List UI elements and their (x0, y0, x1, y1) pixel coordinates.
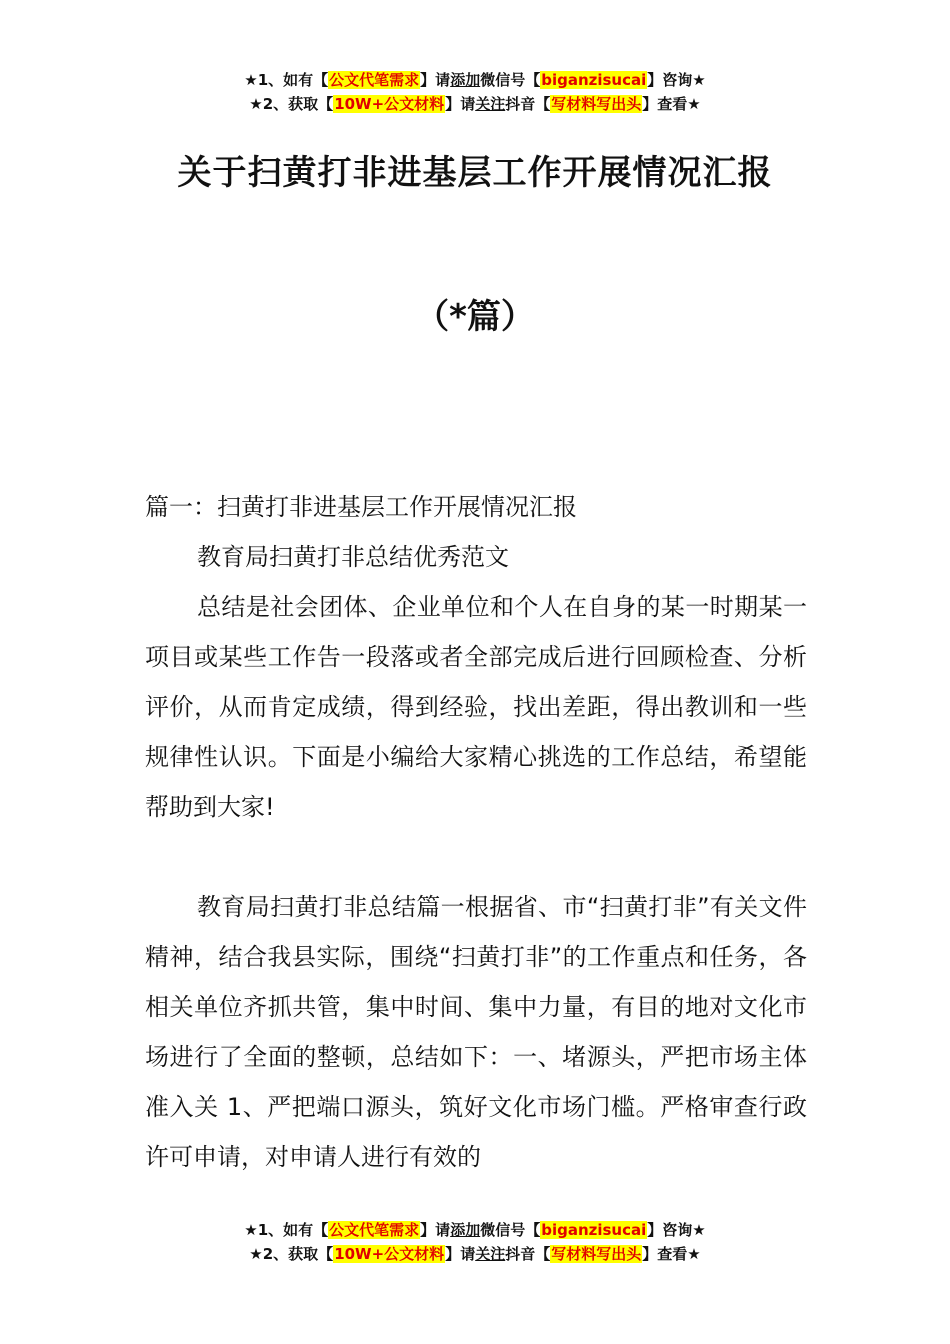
banner-highlight: biganzisucai (541, 71, 647, 89)
banner-line-1 (0, 1218, 950, 1242)
banner-text: 微信号【 (480, 71, 541, 89)
banner-highlight: 公文代笔需求 (329, 71, 420, 89)
banner-line-2 (0, 1242, 950, 1266)
banner-text: 抖音【 (505, 1245, 551, 1263)
banner-text: 】查看★ (642, 1245, 701, 1263)
sub-heading: 教育局扫黄打非总结优秀范文 (197, 543, 509, 571)
banner-text: ★2、获取【 (249, 1245, 334, 1263)
banner-text: 】请 (445, 95, 476, 113)
banner-text: ★2、获取【 (249, 95, 334, 113)
banner-underlined: 添加 (450, 71, 481, 89)
banner-text: 】请 (445, 1245, 476, 1263)
banner-highlight: 写材料写出头 (551, 1245, 642, 1263)
banner-text: 微信号【 (480, 1221, 541, 1239)
paragraph: 总结是社会团体、企业单位和个人在自身的某一时期某一项目或某些工作告一段落或者全部完成后进行回顾检查、分析评价，从而肯定成绩，得到经验，找出差距，得出教训和一些规律性认识。下面是小编给大家精心挑选的工作总结，希望能帮助到大家! (145, 593, 807, 821)
banner-text: ★1、如有【 (244, 71, 329, 89)
banner-text: 】咨询★ (647, 1221, 706, 1239)
section-heading: 篇一：扫黄打非进基层工作开展情况汇报 (145, 493, 577, 521)
banner-highlight: biganzisucai (541, 1221, 647, 1239)
paragraph: 教育局扫黄打非总结篇一根据省、市“扫黄打非”有关文件精神，结合我县实际，围绕“扫黄打非”的工作重点和任务，各相关单位齐抓共管，集中时间、集中力量，有目的地对文化市场进行了全面的整顿，总结如下：一、堵源头，严把市场主体准入关 1、严把端口源头，筑好文化市场门槛。严格审查行政许可申请，对申请人进行有效的 (145, 893, 807, 1171)
banner-text: 】请 (420, 71, 451, 89)
banner-highlight: 10W+公文材料 (334, 95, 445, 113)
document-title: 关于扫黄打非进基层工作开展情况汇报 (177, 153, 773, 193)
banner-highlight: 写材料写出头 (551, 95, 642, 113)
banner-text: 】咨询★ (647, 71, 706, 89)
bottom-banner (0, 1218, 950, 1266)
document-subtitle: （*篇） (415, 297, 535, 337)
paragraph-gap (145, 832, 807, 882)
banner-text: 】查看★ (642, 95, 701, 113)
banner-text: 抖音【 (505, 95, 551, 113)
banner-underlined: 关注 (475, 95, 506, 113)
banner-underlined: 关注 (475, 1245, 506, 1263)
document-body (145, 482, 807, 1182)
banner-highlight: 10W+公文材料 (334, 1245, 445, 1263)
banner-underlined: 添加 (450, 1221, 481, 1239)
banner-line-2 (0, 92, 950, 116)
banner-line-1 (0, 68, 950, 92)
banner-text: ★1、如有【 (244, 1221, 329, 1239)
banner-highlight: 公文代笔需求 (329, 1221, 420, 1239)
top-banner (0, 68, 950, 116)
banner-text: 】请 (420, 1221, 451, 1239)
